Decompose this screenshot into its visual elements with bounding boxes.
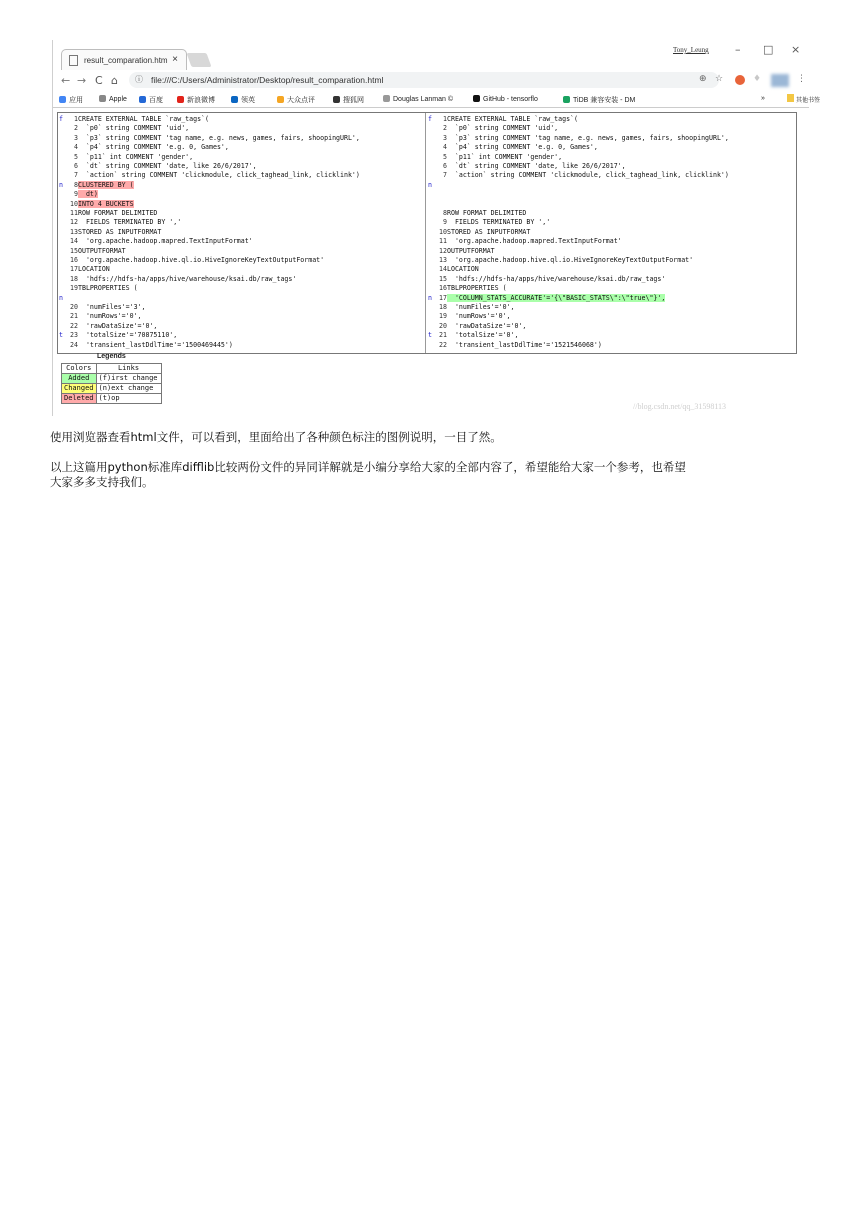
- bookmark-icon: [383, 95, 390, 102]
- code-line: `p3` string COMMENT 'tag name, e.g. news, games, fairs, shoopingURL',: [78, 133, 360, 142]
- line-number: 13: [439, 256, 447, 264]
- line-number: 22: [439, 340, 447, 349]
- document-icon: [69, 55, 78, 66]
- line-number: 17: [70, 265, 78, 274]
- address-bar-row: [53, 71, 809, 91]
- line-number: 21: [439, 331, 447, 340]
- bookmark-icon: [473, 95, 480, 102]
- code-line: TBLPROPERTIES (: [78, 284, 138, 293]
- diff-row: [427, 256, 795, 264]
- line-number: 8: [443, 209, 447, 217]
- code-line: 'totalSize'='0',: [447, 331, 519, 340]
- diff-row: [58, 265, 425, 273]
- code-line: `p11` int COMMENT 'gender',: [78, 152, 194, 161]
- line-number: 12: [70, 218, 78, 227]
- code-line: FIELDS TERMINATED BY ',': [447, 218, 551, 227]
- url-field[interactable]: [129, 72, 719, 88]
- diff-row: [427, 181, 795, 189]
- diff-row: [58, 331, 425, 339]
- forward-arrow-icon[interactable]: →: [77, 74, 87, 87]
- diff-row: [58, 190, 425, 198]
- change-marker-link[interactable]: t: [59, 331, 63, 340]
- back-arrow-icon[interactable]: ←: [61, 74, 71, 87]
- star-icon[interactable]: ☆: [715, 74, 724, 84]
- code-line: 'hdfs://hdfs-ha/apps/hive/warehouse/ksai.db/raw_tags': [78, 274, 297, 283]
- line-number: 16: [70, 256, 78, 264]
- code-line: 'org.apache.hadoop.mapred.TextInputFormat': [78, 237, 253, 246]
- line-number: 15: [439, 274, 447, 283]
- menu-icon[interactable]: ⋮: [797, 74, 806, 84]
- code-line: ROW FORMAT DELIMITED: [447, 209, 527, 217]
- diff-row: [58, 124, 425, 132]
- line-number: 14: [439, 265, 447, 274]
- bookmark-item[interactable]: [563, 95, 635, 105]
- bookmark-icon: [99, 95, 106, 102]
- bookmark-label: 百度: [149, 97, 163, 104]
- code-line: `action` string COMMENT 'clickmodule, click_taghead_link, clicklink'): [447, 171, 729, 180]
- legend-changed: Changed: [62, 384, 97, 394]
- minimize-button[interactable]: –: [735, 43, 741, 56]
- title-bar: [53, 40, 809, 70]
- browser-screenshot: [52, 40, 821, 416]
- line-number: 23: [70, 331, 78, 340]
- maximize-button[interactable]: □: [763, 43, 774, 56]
- code-line: 'numRows'='0',: [447, 312, 511, 321]
- bookmark-label: GitHub - tensorflo: [483, 96, 538, 103]
- diff-row: [58, 115, 425, 123]
- diff-row: [58, 228, 425, 236]
- diff-row: [58, 275, 425, 283]
- line-number: 15: [70, 246, 78, 255]
- extension-icon-2[interactable]: ♦: [753, 74, 762, 84]
- diff-row: [58, 153, 425, 161]
- code-line: 'org.apache.hadoop.hive.ql.io.HiveIgnoreKeyTextOutputFormat': [78, 256, 325, 264]
- line-number: 14: [70, 237, 78, 246]
- bookmark-icon: [277, 96, 284, 103]
- diff-row: [427, 124, 795, 132]
- line-number: 19: [439, 312, 447, 321]
- diff-row: [58, 303, 425, 311]
- bookmark-item[interactable]: [59, 95, 83, 105]
- code-line: `dt` string COMMENT 'date, like 26/6/2017',: [78, 162, 257, 170]
- code-line: CLUSTERED BY (: [78, 180, 134, 189]
- blurred-extension-icon[interactable]: [771, 74, 789, 87]
- legend-deleted: Deleted: [62, 394, 97, 404]
- line-number: 20: [70, 303, 78, 311]
- bookmark-label: 领英: [241, 97, 255, 104]
- url-text: file:///C:/Users/Administrator/Desktop/result_comparation.html: [151, 75, 384, 85]
- code-line: 'numFiles'='3',: [78, 303, 146, 311]
- line-number: 24: [70, 340, 78, 349]
- line-number: 10: [70, 199, 78, 208]
- diff-row: [427, 162, 795, 170]
- diff-row: [58, 143, 425, 151]
- profile-name[interactable]: Tony_Leung: [673, 46, 709, 54]
- line-number: 20: [439, 321, 447, 330]
- diff-row: [58, 134, 425, 142]
- code-line: 'rawDataSize'='0',: [78, 321, 158, 330]
- bookmark-item[interactable]: [333, 95, 364, 105]
- diff-row: [427, 303, 795, 311]
- line-number: 7: [443, 171, 447, 180]
- diff-row: [427, 265, 795, 273]
- diff-row: [427, 153, 795, 161]
- diff-row: [58, 341, 425, 349]
- bookmark-item[interactable]: [177, 95, 215, 105]
- line-number: 21: [70, 312, 78, 321]
- diff-row: [58, 256, 425, 264]
- code-line: STORED AS INPUTFORMAT: [78, 227, 162, 236]
- code-line: INTO 4 BUCKETS: [78, 199, 134, 208]
- bookmark-item[interactable]: [277, 95, 315, 105]
- code-line: ROW FORMAT DELIMITED: [78, 209, 158, 217]
- bookmark-icon: [177, 96, 184, 103]
- diff-row: [58, 322, 425, 330]
- code-line: 'org.apache.hadoop.hive.ql.io.HiveIgnoreKeyTextOutputFormat': [447, 256, 694, 264]
- code-line: `p4` string COMMENT 'e.g. 0, Games',: [447, 143, 598, 152]
- code-line: `action` string COMMENT 'clickmodule, click_taghead_link, clicklink'): [78, 171, 360, 180]
- line-number: 5: [74, 152, 78, 161]
- line-number: 11: [439, 237, 447, 246]
- bookmark-icon: [139, 96, 146, 103]
- code-line: `dt` string COMMENT 'date, like 26/6/2017',: [447, 162, 626, 170]
- code-line: `p4` string COMMENT 'e.g. 0, Games',: [78, 143, 229, 152]
- paragraph-2-line-1: 以上这篇用python标准库difflib比较两份文件的异同详解就是小编分享给大家的全部内容了，希望能给大家一个参考，也希望: [50, 460, 686, 474]
- diff-row: [427, 190, 795, 198]
- folder-icon: [787, 94, 794, 102]
- line-number: 13: [70, 227, 78, 236]
- browser-tab[interactable]: [61, 49, 187, 70]
- line-number: 3: [74, 133, 78, 142]
- code-line: 'transient_lastDdlTime'='1521546068'): [447, 340, 602, 349]
- bookmark-item[interactable]: [139, 95, 163, 105]
- diff-row: [58, 200, 425, 208]
- code-line: 'org.apache.hadoop.mapred.TextInputFormat': [447, 237, 622, 246]
- line-number: 9: [443, 218, 447, 227]
- line-number: 10: [439, 227, 447, 236]
- bookmarks-more[interactable]: »: [761, 95, 765, 102]
- diff-row: [427, 134, 795, 142]
- zoom-icon[interactable]: ⊕: [699, 74, 707, 84]
- watermark: //blog.csdn.net/qq_31598113: [633, 402, 727, 411]
- line-number: 18: [70, 274, 78, 283]
- code-line: dt): [78, 190, 98, 199]
- bookmark-item[interactable]: [231, 95, 255, 105]
- line-number: 1: [443, 115, 447, 123]
- code-line: LOCATION: [447, 265, 479, 274]
- paragraph-1: 使用浏览器查看html文件，可以看到，里面给出了各种颜色标注的图例说明，一目了然。: [50, 430, 502, 444]
- legend-title: Legends: [97, 353, 126, 360]
- tab-title: result_comparation.htm: [84, 56, 168, 65]
- diff-row: [427, 331, 795, 339]
- extension-icon[interactable]: [735, 75, 745, 85]
- reload-icon[interactable]: C: [95, 74, 103, 87]
- change-marker-link[interactable]: n: [59, 180, 63, 189]
- info-icon[interactable]: ⓘ: [135, 75, 143, 84]
- code-line: OUTPUTFORMAT: [78, 246, 126, 255]
- diff-row: [58, 294, 425, 302]
- line-number: 11: [70, 209, 78, 217]
- line-number: 4: [74, 143, 78, 152]
- bookmark-icon: [59, 96, 66, 103]
- bookmark-label: 大众点评: [287, 97, 315, 104]
- line-number: 6: [443, 162, 447, 170]
- code-line: FIELDS TERMINATED BY ',': [78, 218, 182, 227]
- line-number: 12: [439, 246, 447, 255]
- change-marker-link[interactable]: f: [428, 115, 432, 123]
- code-line: STORED AS INPUTFORMAT: [447, 227, 531, 236]
- code-line: `p3` string COMMENT 'tag name, e.g. news, games, fairs, shoopingURL',: [447, 133, 729, 142]
- line-number: 3: [443, 133, 447, 142]
- code-line: CREATE EXTERNAL TABLE `raw_tags`(: [78, 115, 210, 123]
- diff-row: [58, 171, 425, 179]
- line-number: 17: [439, 293, 447, 302]
- diff-row: [427, 115, 795, 123]
- diff-row: [58, 247, 425, 255]
- diff-row: [58, 209, 425, 217]
- paragraph-2-line-2: 大家多多支持我们。: [50, 475, 154, 489]
- code-line: LOCATION: [78, 265, 110, 274]
- code-line: OUTPUTFORMAT: [447, 246, 495, 255]
- diff-row: [58, 237, 425, 245]
- diff-row: [427, 237, 795, 245]
- legend-table: [61, 363, 162, 404]
- line-number: 1: [74, 115, 78, 123]
- line-number: 18: [439, 303, 447, 311]
- legend-added: Added: [62, 374, 97, 384]
- diff-row: [427, 143, 795, 151]
- legend-link-next[interactable]: (n)ext change: [96, 384, 161, 394]
- bookmark-item[interactable]: [99, 95, 127, 103]
- diff-row: [427, 171, 795, 179]
- home-icon[interactable]: ⌂: [111, 74, 118, 87]
- bookmark-label: Douglas Lanman ©: [393, 96, 454, 103]
- line-number: 6: [74, 162, 78, 170]
- new-tab-button[interactable]: [186, 53, 211, 67]
- diff-row: [427, 228, 795, 236]
- line-number: 2: [443, 124, 447, 133]
- diff-row: [58, 181, 425, 189]
- bookmark-icon: [333, 96, 340, 103]
- close-window-button[interactable]: ×: [791, 43, 801, 56]
- diff-row: [58, 284, 425, 292]
- diff-row: [427, 209, 795, 217]
- code-line: CREATE EXTERNAL TABLE `raw_tags`(: [447, 115, 579, 123]
- diff-row: [58, 312, 425, 320]
- diff-row: [427, 312, 795, 320]
- code-line: TBLPROPERTIES (: [447, 284, 507, 293]
- diff-row: [427, 341, 795, 349]
- change-marker-link[interactable]: t: [428, 331, 432, 340]
- diff-row: [58, 218, 425, 226]
- change-marker-link[interactable]: n: [428, 293, 432, 302]
- code-line: 'numFiles'='0',: [447, 303, 515, 311]
- diff-table: [57, 112, 797, 354]
- other-bookmarks[interactable]: 其他书签: [796, 98, 821, 104]
- bookmark-label: Apple: [109, 96, 127, 103]
- bookmark-label: TiDB 兼容安装 - DM: [573, 97, 636, 104]
- code-line: 'rawDataSize'='0',: [447, 321, 527, 330]
- diff-row: [427, 218, 795, 226]
- bookmark-icon: [231, 96, 238, 103]
- bookmark-item[interactable]: [383, 95, 453, 103]
- change-marker-link[interactable]: n: [59, 293, 63, 302]
- line-number: 9: [74, 190, 78, 199]
- code-line: 'transient_lastDdlTime'='1500469445'): [78, 340, 233, 349]
- tab-close-icon[interactable]: ×: [172, 54, 178, 65]
- bookmark-label: 搜狐网: [343, 97, 364, 104]
- bookmark-label: 新浪微博: [187, 97, 215, 104]
- line-number: 8: [74, 180, 78, 189]
- right-pane: [427, 113, 795, 353]
- legend-header-links: Links: [96, 364, 161, 374]
- line-number: 22: [70, 321, 78, 330]
- change-marker-link[interactable]: n: [428, 180, 432, 189]
- line-number: 19: [70, 284, 78, 293]
- legend-header-colors: Colors: [62, 364, 97, 374]
- diff-row: [58, 162, 425, 170]
- diff-row: [427, 322, 795, 330]
- line-number: 7: [74, 171, 78, 180]
- code-line: `p0` string COMMENT 'uid',: [78, 124, 190, 133]
- code-line: 'hdfs://hdfs-ha/apps/hive/warehouse/ksai.db/raw_tags': [447, 274, 666, 283]
- code-line: 'COLUMN_STATS_ACCURATE'='{\"BASIC_STATS\":\"true\"}',: [447, 293, 666, 302]
- code-line: 'totalSize'='70875110',: [78, 331, 178, 340]
- diff-row: [427, 275, 795, 283]
- code-line: `p11` int COMMENT 'gender',: [447, 152, 563, 161]
- line-number: 4: [443, 143, 447, 152]
- legend-link-top[interactable]: (t)op: [96, 394, 161, 404]
- line-number: 2: [74, 124, 78, 133]
- line-number: 5: [443, 152, 447, 161]
- bookmark-label: 应用: [69, 97, 83, 104]
- diff-row: [427, 200, 795, 208]
- code-line: `p0` string COMMENT 'uid',: [447, 124, 559, 133]
- bookmark-item[interactable]: [473, 95, 538, 103]
- code-line: 'numRows'='0',: [78, 312, 142, 321]
- left-pane: [58, 113, 426, 353]
- diff-row: [427, 294, 795, 302]
- diff-row: [427, 284, 795, 292]
- bookmarks-bar: [53, 91, 821, 108]
- change-marker-link[interactable]: f: [59, 115, 63, 123]
- legend-link-first[interactable]: (f)irst change: [96, 374, 161, 384]
- line-number: 16: [439, 284, 447, 293]
- diff-row: [427, 247, 795, 255]
- bookmark-icon: [563, 96, 570, 103]
